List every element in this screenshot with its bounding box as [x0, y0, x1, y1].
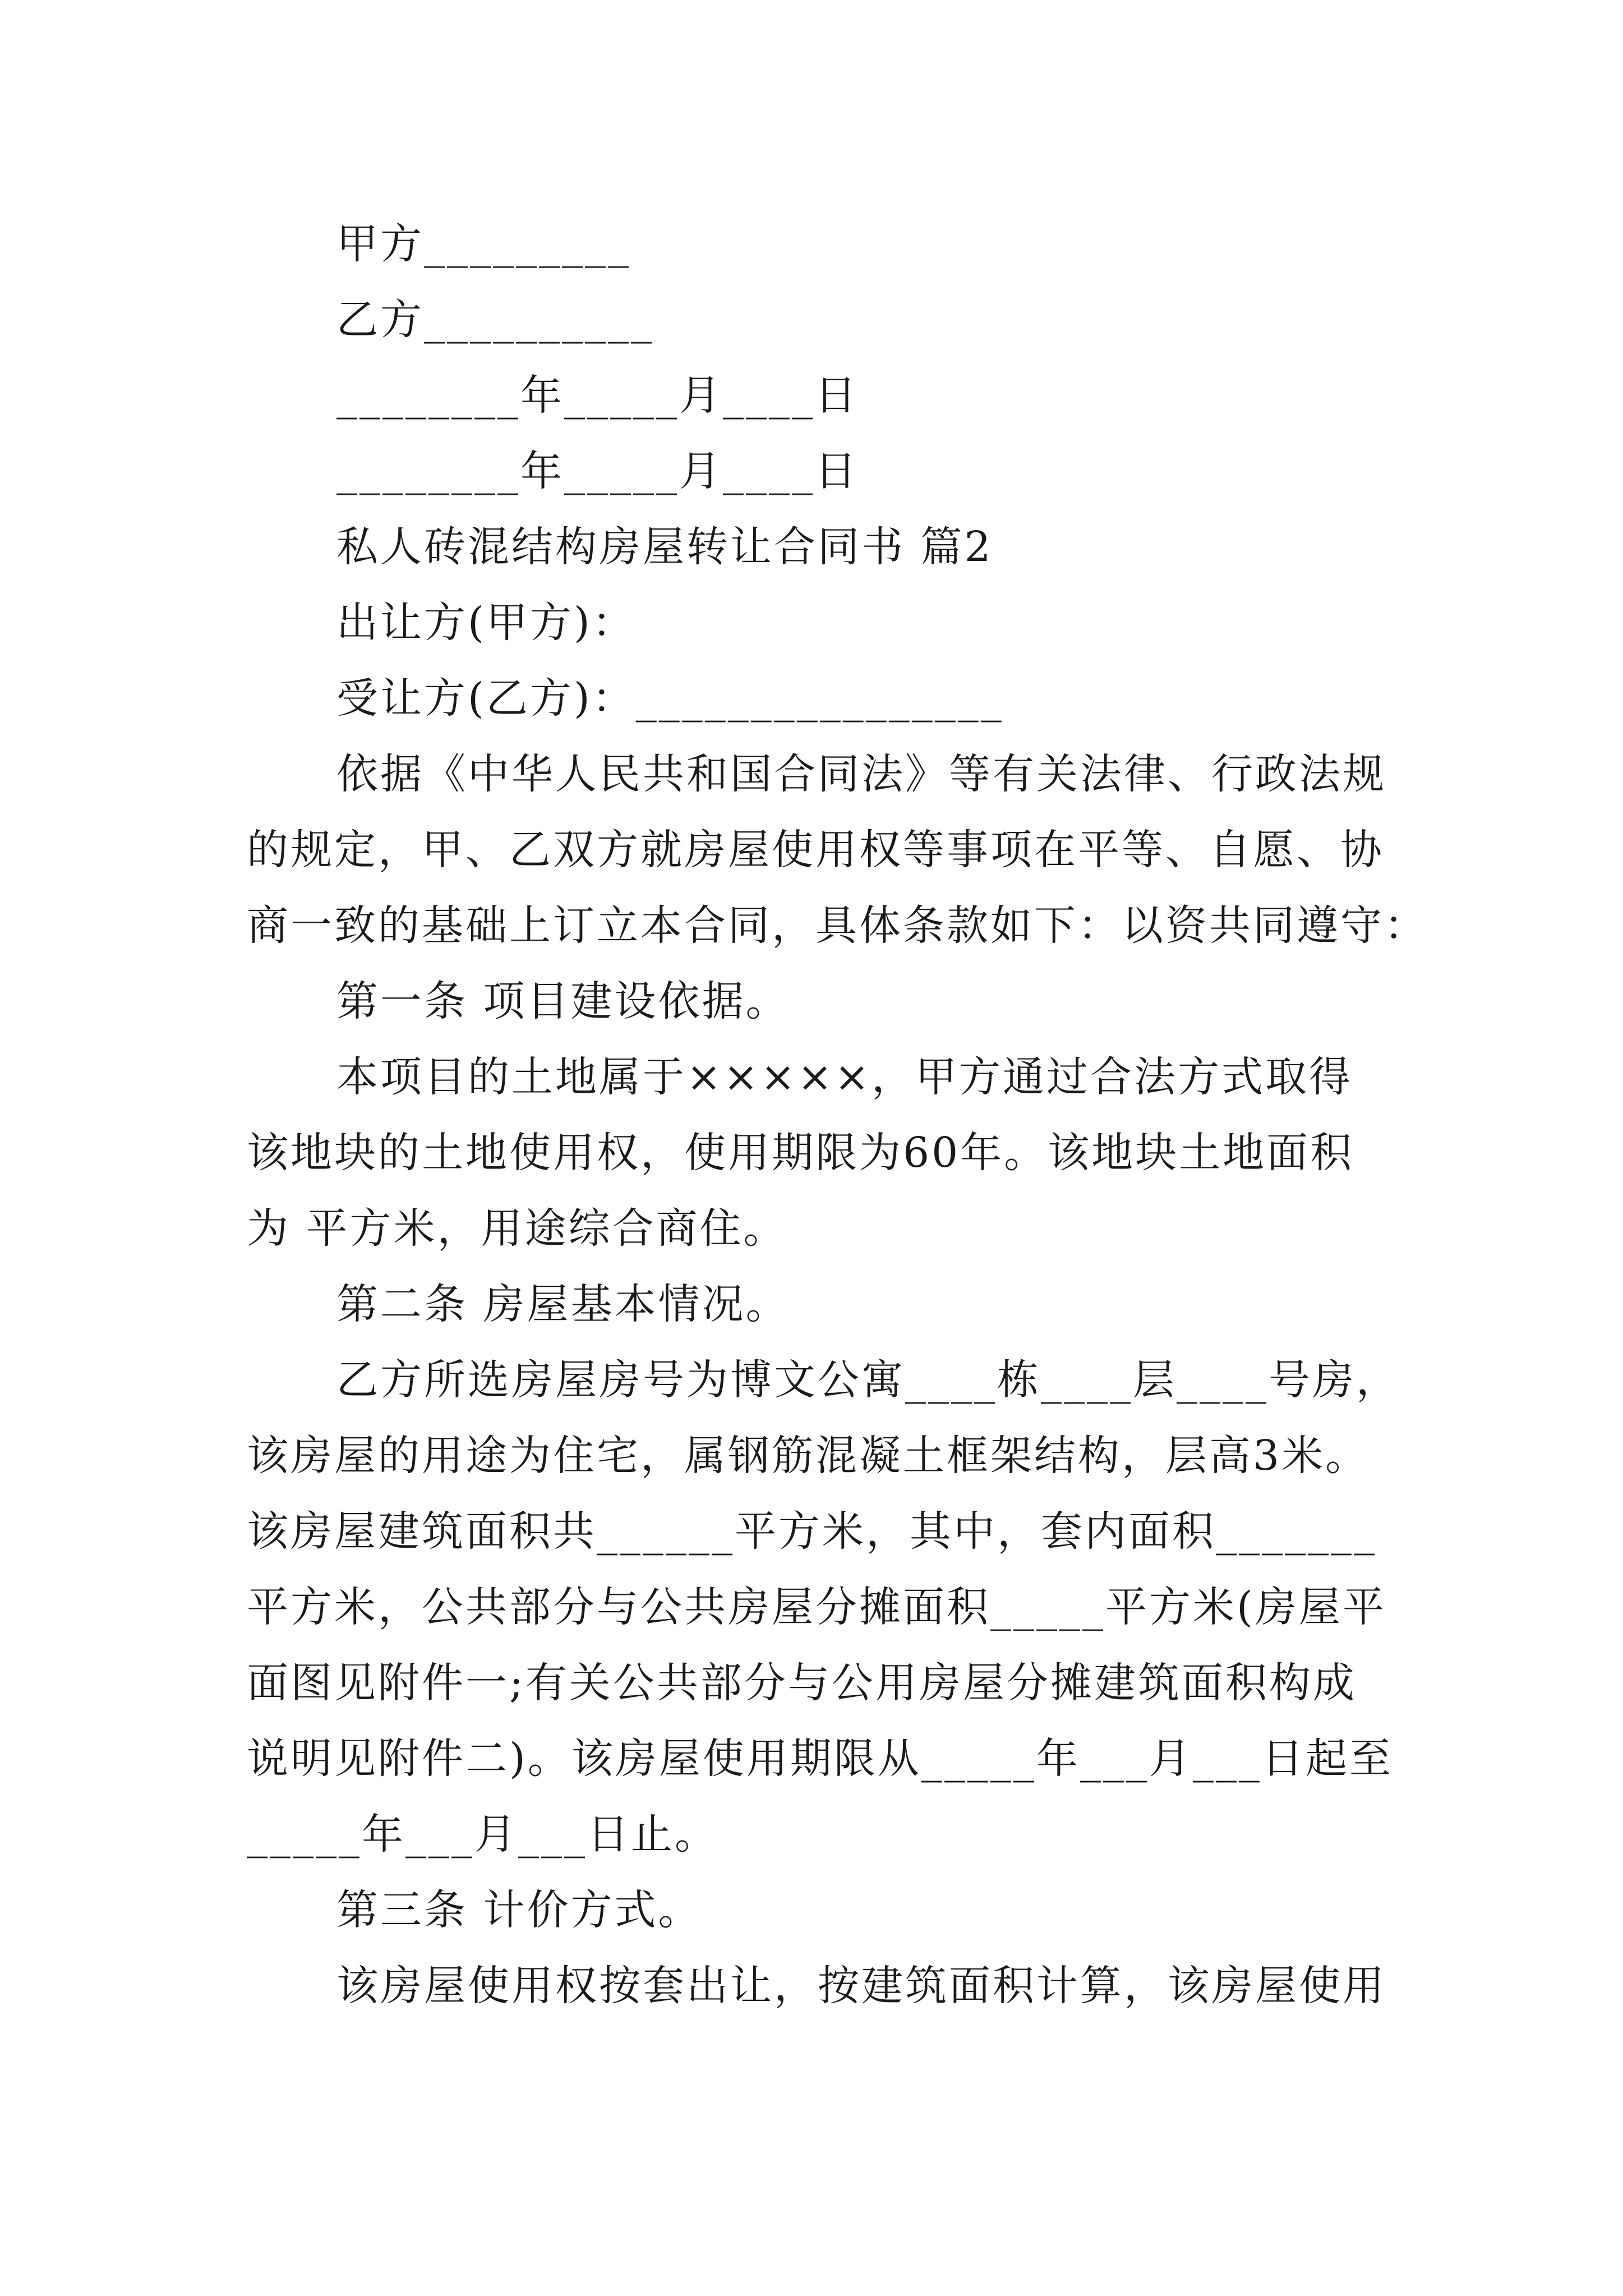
paragraph-line: 该房屋建筑面积共______平方米，其中，套内面积_______ — [247, 1507, 1377, 1556]
paragraph-line: 该房屋使用权按套出让，按建筑面积计算，该房屋使用 — [336, 1962, 1386, 2010]
transferor-line: 出让方(甲方)： — [336, 599, 636, 647]
party-b-signature-line: 乙方__________ — [336, 296, 654, 344]
article-2-heading: 第二条 房屋基本情况。 — [336, 1280, 790, 1328]
paragraph-line: _____年___月___日止。 — [247, 1810, 718, 1858]
document-heading: 私人砖混结构房屋转让合同书 篇2 — [336, 523, 993, 571]
paragraph-line: 为 平方米，用途综合商住。 — [247, 1204, 787, 1253]
paragraph-line: 依据《中华人民共和国合同法》等有关法律、行政法规 — [336, 750, 1386, 798]
paragraph-line: 该地块的土地使用权，使用期限为60年。该地块土地面积 — [247, 1129, 1354, 1177]
paragraph-line: 本项目的土地属于×××××，甲方通过合法方式取得 — [336, 1053, 1353, 1101]
paragraph-line: 面图见附件一;有关公共部分与公用房屋分摊建筑面积构成 — [247, 1659, 1357, 1707]
date-line-1: ________年_____月____日 — [336, 371, 859, 420]
party-a-signature-line: 甲方_________ — [336, 220, 631, 268]
paragraph-line: 乙方所选房屋房号为博文公寓____栋____层____号房， — [336, 1356, 1400, 1404]
paragraph-line: 说明见附件二)。该房屋使用期限从_____年___月___日起至 — [247, 1734, 1393, 1783]
paragraph-line: 商一致的基础上订立本合同，具体条款如下：以资共同遵守： — [247, 901, 1428, 950]
article-3-heading: 第三条 计价方式。 — [336, 1886, 702, 1934]
paragraph-line: 平方米，公共部分与公共房屋分摊面积_____平方米(房屋平 — [247, 1583, 1386, 1631]
paragraph-line: 的规定，甲、乙双方就房屋使用权等事项在平等、自愿、协 — [247, 826, 1384, 874]
date-line-2: ________年_____月____日 — [336, 447, 859, 495]
paragraph-line: 该房屋的用途为住宅，属钢筋混凝土框架结构，层高3米。 — [247, 1432, 1370, 1480]
transferee-line: 受让方(乙方)：________________ — [336, 674, 1004, 723]
article-1-heading: 第一条 项目建设依据。 — [336, 977, 790, 1025]
